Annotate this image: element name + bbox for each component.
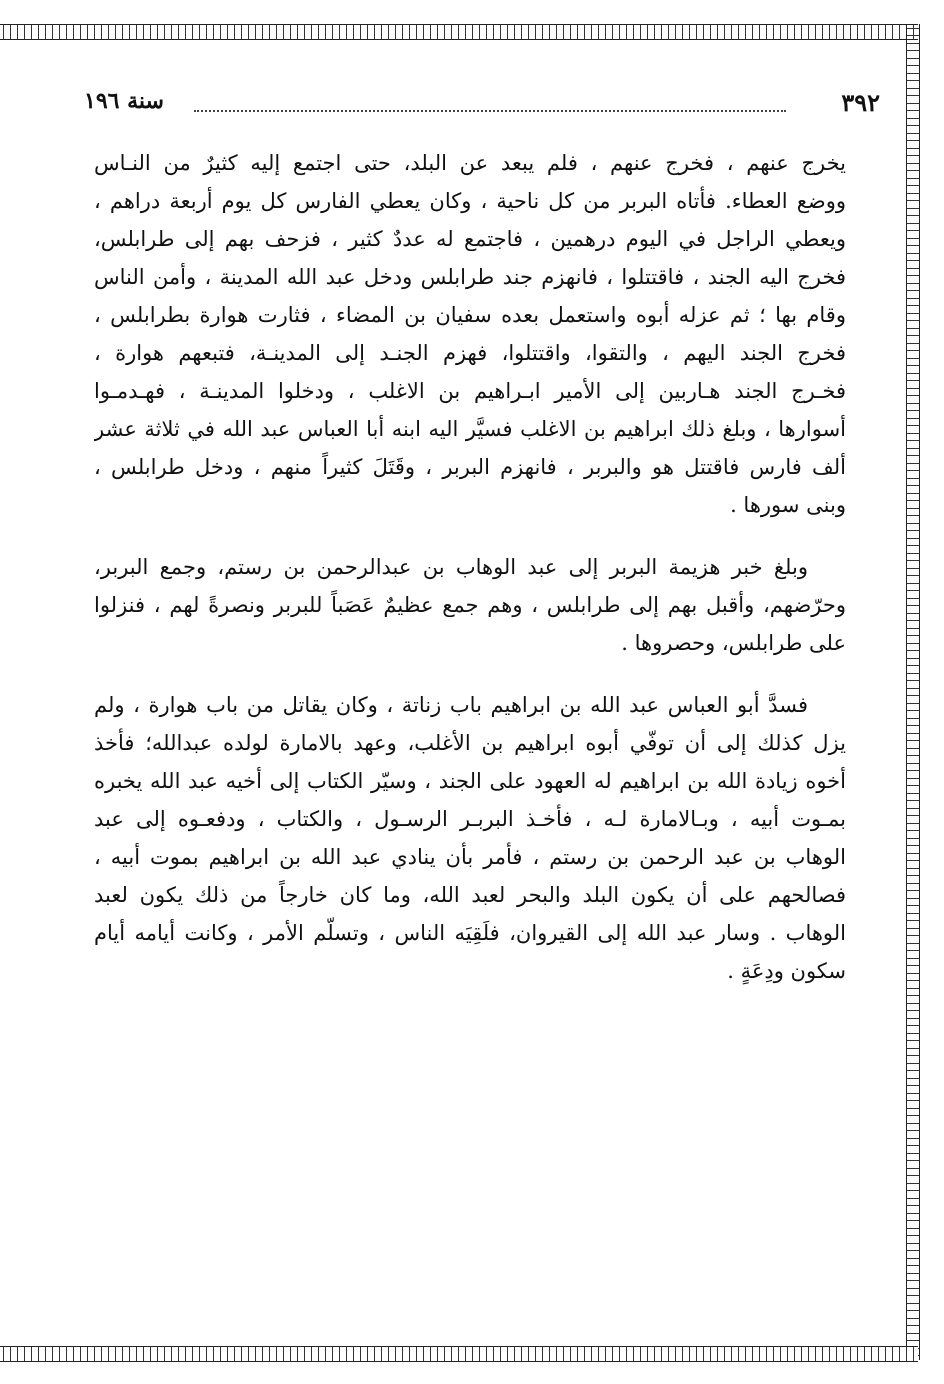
year-label: سنة ١٩٦ (84, 88, 164, 114)
text-line: سكون ودِعَةٍ . (727, 959, 846, 983)
text-line: بمـوت أبيه ، وبـالامارة لـه ، فأخـذ البربـر الرسـول ، والكتاب ، ودفعـوه إلى عبد (94, 807, 846, 831)
text-line: وحرّضهم، وأقبل بهم إلى طرابلس ، وهم جمع عظيمٌ عَصَباً للبربر ونصرةً لهم ، فنزلوا (94, 593, 846, 617)
bottom-ornamental-border (0, 1346, 918, 1362)
page-body (94, 144, 846, 1014)
text-line: أسوارها ، وبلغ ذلك ابراهيم بن الاغلب فسيَّر اليه ابنه أبا العباس عبد الله في ثلاثة عشر (94, 417, 846, 441)
paragraph-2 (94, 548, 846, 662)
text-line: يخرج عنهم ، فخرج عنهم ، فلم يبعد عن البلد، حتى اجتمع إليه كثيرٌ من النـاس (94, 151, 846, 175)
right-ornamental-border (906, 24, 920, 1360)
text-line: وبنى سورها . (730, 493, 846, 517)
text-line: فخرج الجند اليهم ، والتقوا، واقتتلوا، فهزم الجنـد إلى المدينـة، فتبعهم هوارة ، (94, 341, 846, 365)
text-line: ووضع العطاء. فأتاه البربر من كل ناحية ، وكان يعطي الفارس كل يوم أربعة دراهم ، (94, 189, 846, 213)
text-line: ألف فارس فاقتتل هو والبربر ، فانهزم البربر ، وقَتَلَ كثيراً منهم ، ودخل طرابلس ، (94, 455, 846, 479)
text-line: فسدَّ أبو العباس عبد الله بن ابراهيم باب زناتة ، وكان يقاتل من باب هوارة ، ولم (94, 693, 808, 717)
text-line: على طرابلس، وحصروها . (621, 631, 846, 655)
text-line: وبلغ خبر هزيمة البربر إلى عبد الوهاب بن عبدالرحمن بن رستم، وجمع البربر، (94, 555, 808, 579)
text-line: أخوه زيادة الله بن ابراهيم له العهود على الجند ، وسيّر الكتاب إلى أخيه عبد الله يخبره (94, 769, 846, 793)
text-line: فخـرج الجند هـاربين إلى الأمير ابـراهيم بن الاغلب ، ودخلوا المدينـة ، فهـدمـوا (94, 379, 846, 403)
page-number: ٣٩٢ (841, 88, 880, 117)
text-line: الوهاب . وسار عبد الله إلى القيروان، فلَقِيَه الناس ، وتسلّم الأمر ، وكانت أيامه أيام (94, 921, 846, 945)
paragraph-3 (94, 686, 846, 990)
page-header (84, 88, 880, 128)
text-line: فصالحهم على أن يكون البلد والبحر لعبد الله، وما كان خارجاً من ذلك يكون لعبد (94, 883, 846, 907)
paragraph-1 (94, 144, 846, 524)
text-line: الوهاب بن عبد الرحمن بن رستم ، فأمر بأن ينادي عبد الله بن ابراهيم بموت أبيه ، (94, 845, 846, 869)
header-dotted-leader (194, 110, 786, 112)
text-line: وقام بها ؛ ثم عزله أبوه واستعمل بعده سفيان بن المضاء ، فثارت هوارة بطرابلس ، (94, 303, 846, 327)
text-line: فخرج اليه الجند ، فاقتتلوا ، فانهزم جند طرابلس ودخل عبد الله المدينة ، وأمن الناس (94, 265, 846, 289)
top-ornamental-border (0, 24, 918, 40)
text-line: يزل كذلك إلى أن توفّي أبوه ابراهيم بن الأغلب، وعهد بالامارة لولده عبدالله؛ فأخذ (94, 731, 846, 755)
text-line: ويعطي الراجل في اليوم درهمين ، فاجتمع له عددٌ كثير ، فزحف بهم إلى طرابلس، (94, 227, 846, 251)
